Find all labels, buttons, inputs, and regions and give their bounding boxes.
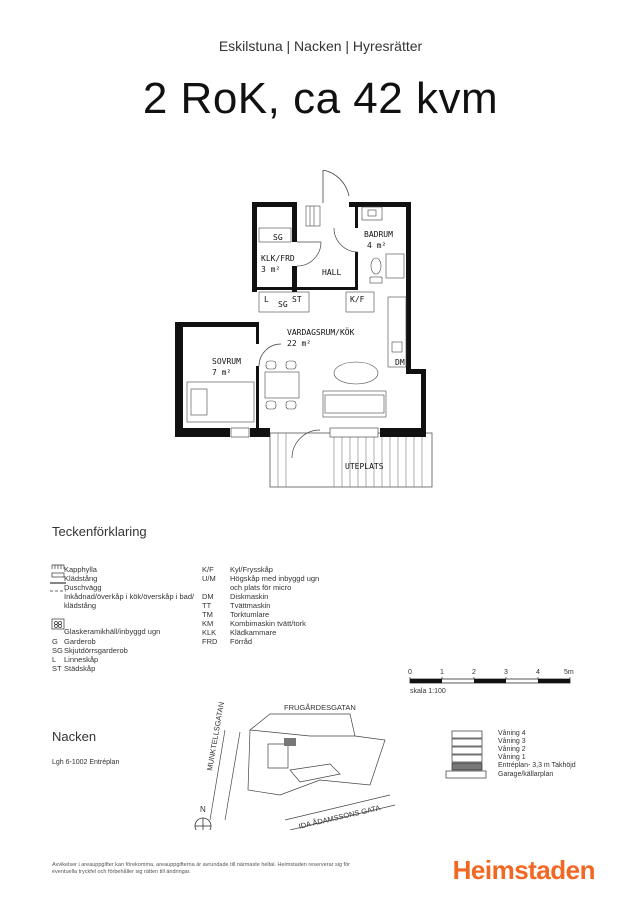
legend-item: Garderob (64, 637, 96, 646)
legend-item: Kombimaskin tvätt/tork (230, 619, 306, 628)
legend-item: Städskåp (64, 664, 96, 673)
mark-sg: SG (278, 300, 288, 309)
street-west: MUNKTELLSGATAN (205, 701, 226, 772)
floor-label: Våning 2 (498, 746, 526, 753)
legend-code: KM (202, 619, 214, 628)
page-title: 2 RoK, ca 42 kvm (142, 74, 499, 123)
room-uteplats: UTEPLATS (345, 462, 384, 471)
room-hall: HALL (322, 268, 342, 277)
floor-label-current: Entréplan- 3,3 m Takhöjd (498, 762, 576, 769)
legend-code: FRD (202, 637, 218, 646)
legend-code: TT (202, 601, 212, 610)
legend-item: Kapphylla (64, 565, 97, 574)
subtitle: Eskilstuna | Nacken | Hyresrätter (218, 38, 423, 54)
scale-tick: 5m (564, 669, 574, 676)
mark-st: ST (292, 295, 302, 304)
dining-table (265, 361, 386, 417)
legend-title: Teckenförklaring (52, 524, 147, 539)
floor-label: Garage/källarplan (498, 771, 554, 778)
bed (187, 382, 254, 422)
mark-kf: K/F (350, 295, 365, 304)
mark-l: L (264, 295, 269, 304)
legend-item: Klädkammare (230, 628, 277, 637)
room-badrum-area: 4 m² (367, 241, 387, 250)
street-south: IDA ÅDAMSSONS GATA (297, 803, 382, 831)
hob-icon (52, 619, 64, 629)
legend-item: Torktumlare (230, 610, 270, 619)
room-vardagsrum: VARDAGSRUM/KÖK (287, 328, 355, 337)
legend-code: K/F (202, 565, 214, 574)
scale-tick: 4 (536, 669, 540, 676)
brand-logo: Heimstaden (452, 855, 595, 885)
legend-code: DM (202, 592, 214, 601)
legend-item: Glaskeramikhäll/inbyggd ugn (64, 627, 161, 636)
legend-item: Tvättmaskin (230, 601, 271, 610)
area-name: Nacken (52, 729, 97, 744)
street-north: FRUGÅRDESGATAN (284, 703, 356, 712)
floor-label: Våning 1 (498, 754, 526, 761)
legend-code: G (52, 637, 58, 646)
north-label: N (200, 805, 206, 814)
legend-item: Förråd (230, 637, 253, 646)
scale-tick: 2 (472, 669, 476, 676)
legend-item: Diskmaskin (230, 592, 269, 601)
disclaimer: Avvikelser i areauppgifter kan förekomma, areauppgifterna är avrundade till närmaste heltal. Heimstaden reserverar sig för eventuella tryckfel och förbehåller sig rätten till ändringar. (52, 862, 350, 875)
legend-code: U/M (202, 574, 216, 583)
legend-code: TM (202, 610, 213, 619)
apartment-id: Lgh 6-1002 Entréplan (52, 759, 120, 766)
entrance-door (323, 170, 349, 203)
floor-label: Våning 3 (498, 738, 526, 745)
terrace (270, 433, 432, 487)
legend-code: SG (52, 646, 63, 655)
scale-tick: 3 (504, 669, 508, 676)
legend-item: Skjutdörrsgarderob (64, 646, 128, 655)
room-klk: KLK/FRD (261, 254, 295, 263)
legend-item: Högskåp med inbyggd ugn och plats för micro (230, 574, 320, 592)
scale-tick: 1 (440, 669, 444, 676)
clothes-rail-icon (52, 573, 64, 577)
room-klk-area: 3 m² (261, 265, 281, 274)
legend-item: Kyl/Frysskåp (230, 565, 273, 574)
room-sovrum-area: 7 m² (212, 368, 232, 377)
floor-label: Våning 4 (498, 730, 526, 737)
legend-item: Duschvägg (64, 583, 102, 592)
floor-stack (440, 725, 488, 780)
legend-item: Klädstång (64, 574, 98, 583)
legend-item: Linneskåp (64, 655, 99, 664)
room-vardagsrum-area: 22 m² (287, 339, 312, 348)
legend-code: ST (52, 664, 62, 673)
mark-dm: DM (395, 358, 405, 367)
scale-label: skala 1:100 (410, 688, 446, 695)
legend-item: Inkådnad/överkåp i kök/överskåp i bad/ klädstång (64, 592, 195, 610)
mark-sg: SG (273, 233, 283, 242)
room-sovrum: SOVRUM (212, 357, 241, 366)
scale-tick: 0 (408, 669, 412, 676)
room-badrum: BADRUM (364, 230, 393, 239)
legend-code: KLK (202, 628, 217, 637)
legend-code: L (52, 655, 57, 664)
